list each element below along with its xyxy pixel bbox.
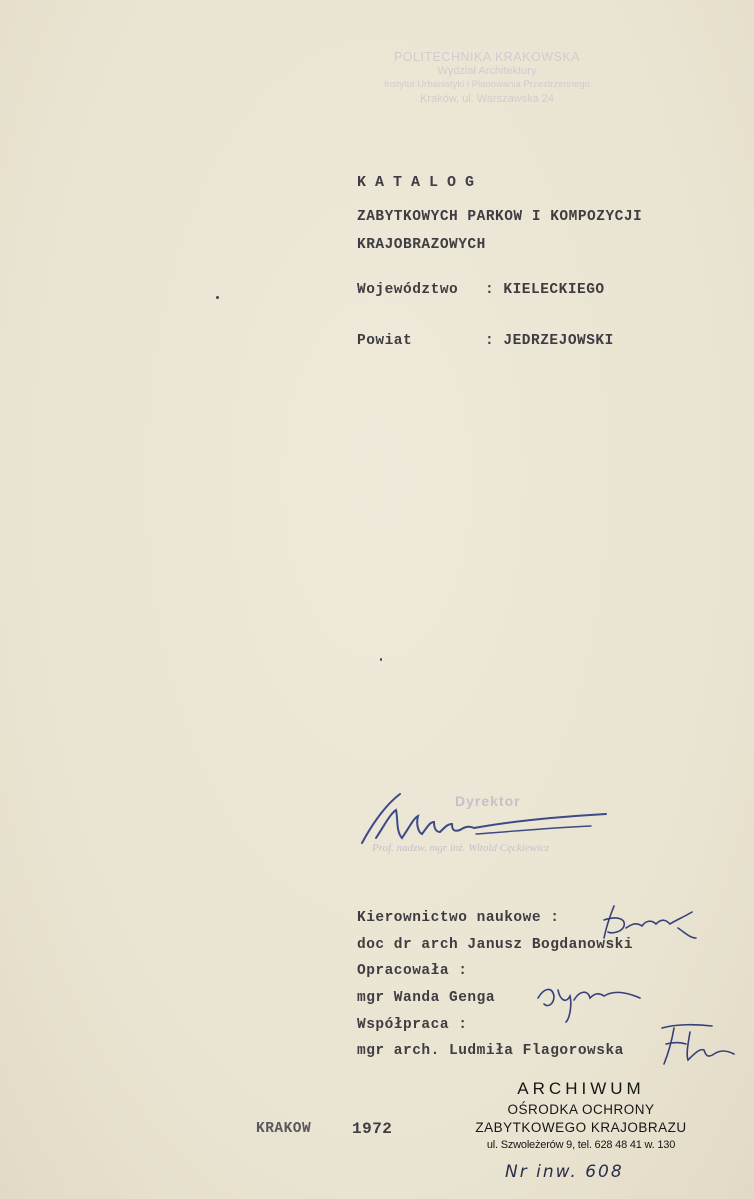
prepared-label: Opracowała : bbox=[357, 963, 468, 979]
preparer-name: mgr Wanda Genga bbox=[357, 990, 496, 1006]
archive-line-1: ARCHIWUM bbox=[517, 1079, 645, 1098]
catalog-subtitle-line-2: KRAJOBRAZOWYCH bbox=[357, 237, 486, 253]
stamp-line-2: Wydział Architektury bbox=[437, 65, 537, 77]
cooperator-signature bbox=[656, 1020, 740, 1070]
footer-year: 1972 bbox=[352, 1120, 393, 1138]
director-title: Dyrektor bbox=[455, 793, 521, 809]
stamp-line-1: POLITECHNIKA KRAKOWSKA bbox=[393, 50, 581, 64]
archive-stamp bbox=[470, 1079, 692, 1151]
county-label: Powiat bbox=[357, 333, 413, 349]
ink-speck bbox=[216, 296, 219, 299]
stamp-line-3: Instytut Urbanistyki i Planowania Przestrzennego bbox=[384, 79, 590, 90]
county-value: : JEDRZEJOWSKI bbox=[485, 333, 614, 349]
voivodeship-value: : KIELECKIEGO bbox=[485, 282, 605, 298]
catalog-title: KATALOG bbox=[357, 174, 484, 191]
footer-city: KRAKOW bbox=[256, 1121, 312, 1137]
director-name: Prof. nadzw. mgr inż. Witold Cęckiewicz bbox=[372, 842, 550, 854]
archive-line-2: OŚRODKA OCHRONY bbox=[507, 1102, 655, 1117]
archive-line-4: ul. Szwoleżerów 9, tel. 628 48 41 w. 130 bbox=[486, 1139, 676, 1151]
archive-line-3: ZABYTKOWEGO KRAJOBRAZU bbox=[475, 1120, 687, 1135]
supervision-label: Kierownictwo naukowe : bbox=[357, 910, 560, 926]
cooperator-name: mgr arch. Ludmiła Flagorowska bbox=[357, 1043, 624, 1059]
cooperation-label: Współpraca : bbox=[357, 1017, 468, 1033]
inventory-number: Nr inw. 608 bbox=[505, 1162, 624, 1182]
voivodeship-label: Województwo bbox=[357, 282, 459, 298]
director-signature bbox=[356, 788, 636, 858]
stamp-line-4: Kraków, ul. Warszawska 24 bbox=[419, 93, 555, 105]
catalog-subtitle-line-1: ZABYTKOWYCH PARKOW I KOMPOZYCJI bbox=[357, 209, 643, 225]
institution-stamp bbox=[352, 50, 622, 106]
ink-speck bbox=[380, 658, 382, 661]
supervisor-signature bbox=[596, 898, 716, 948]
supervisor-name: doc dr arch Janusz Bogdanowski bbox=[357, 937, 634, 953]
preparer-signature bbox=[530, 976, 650, 1026]
